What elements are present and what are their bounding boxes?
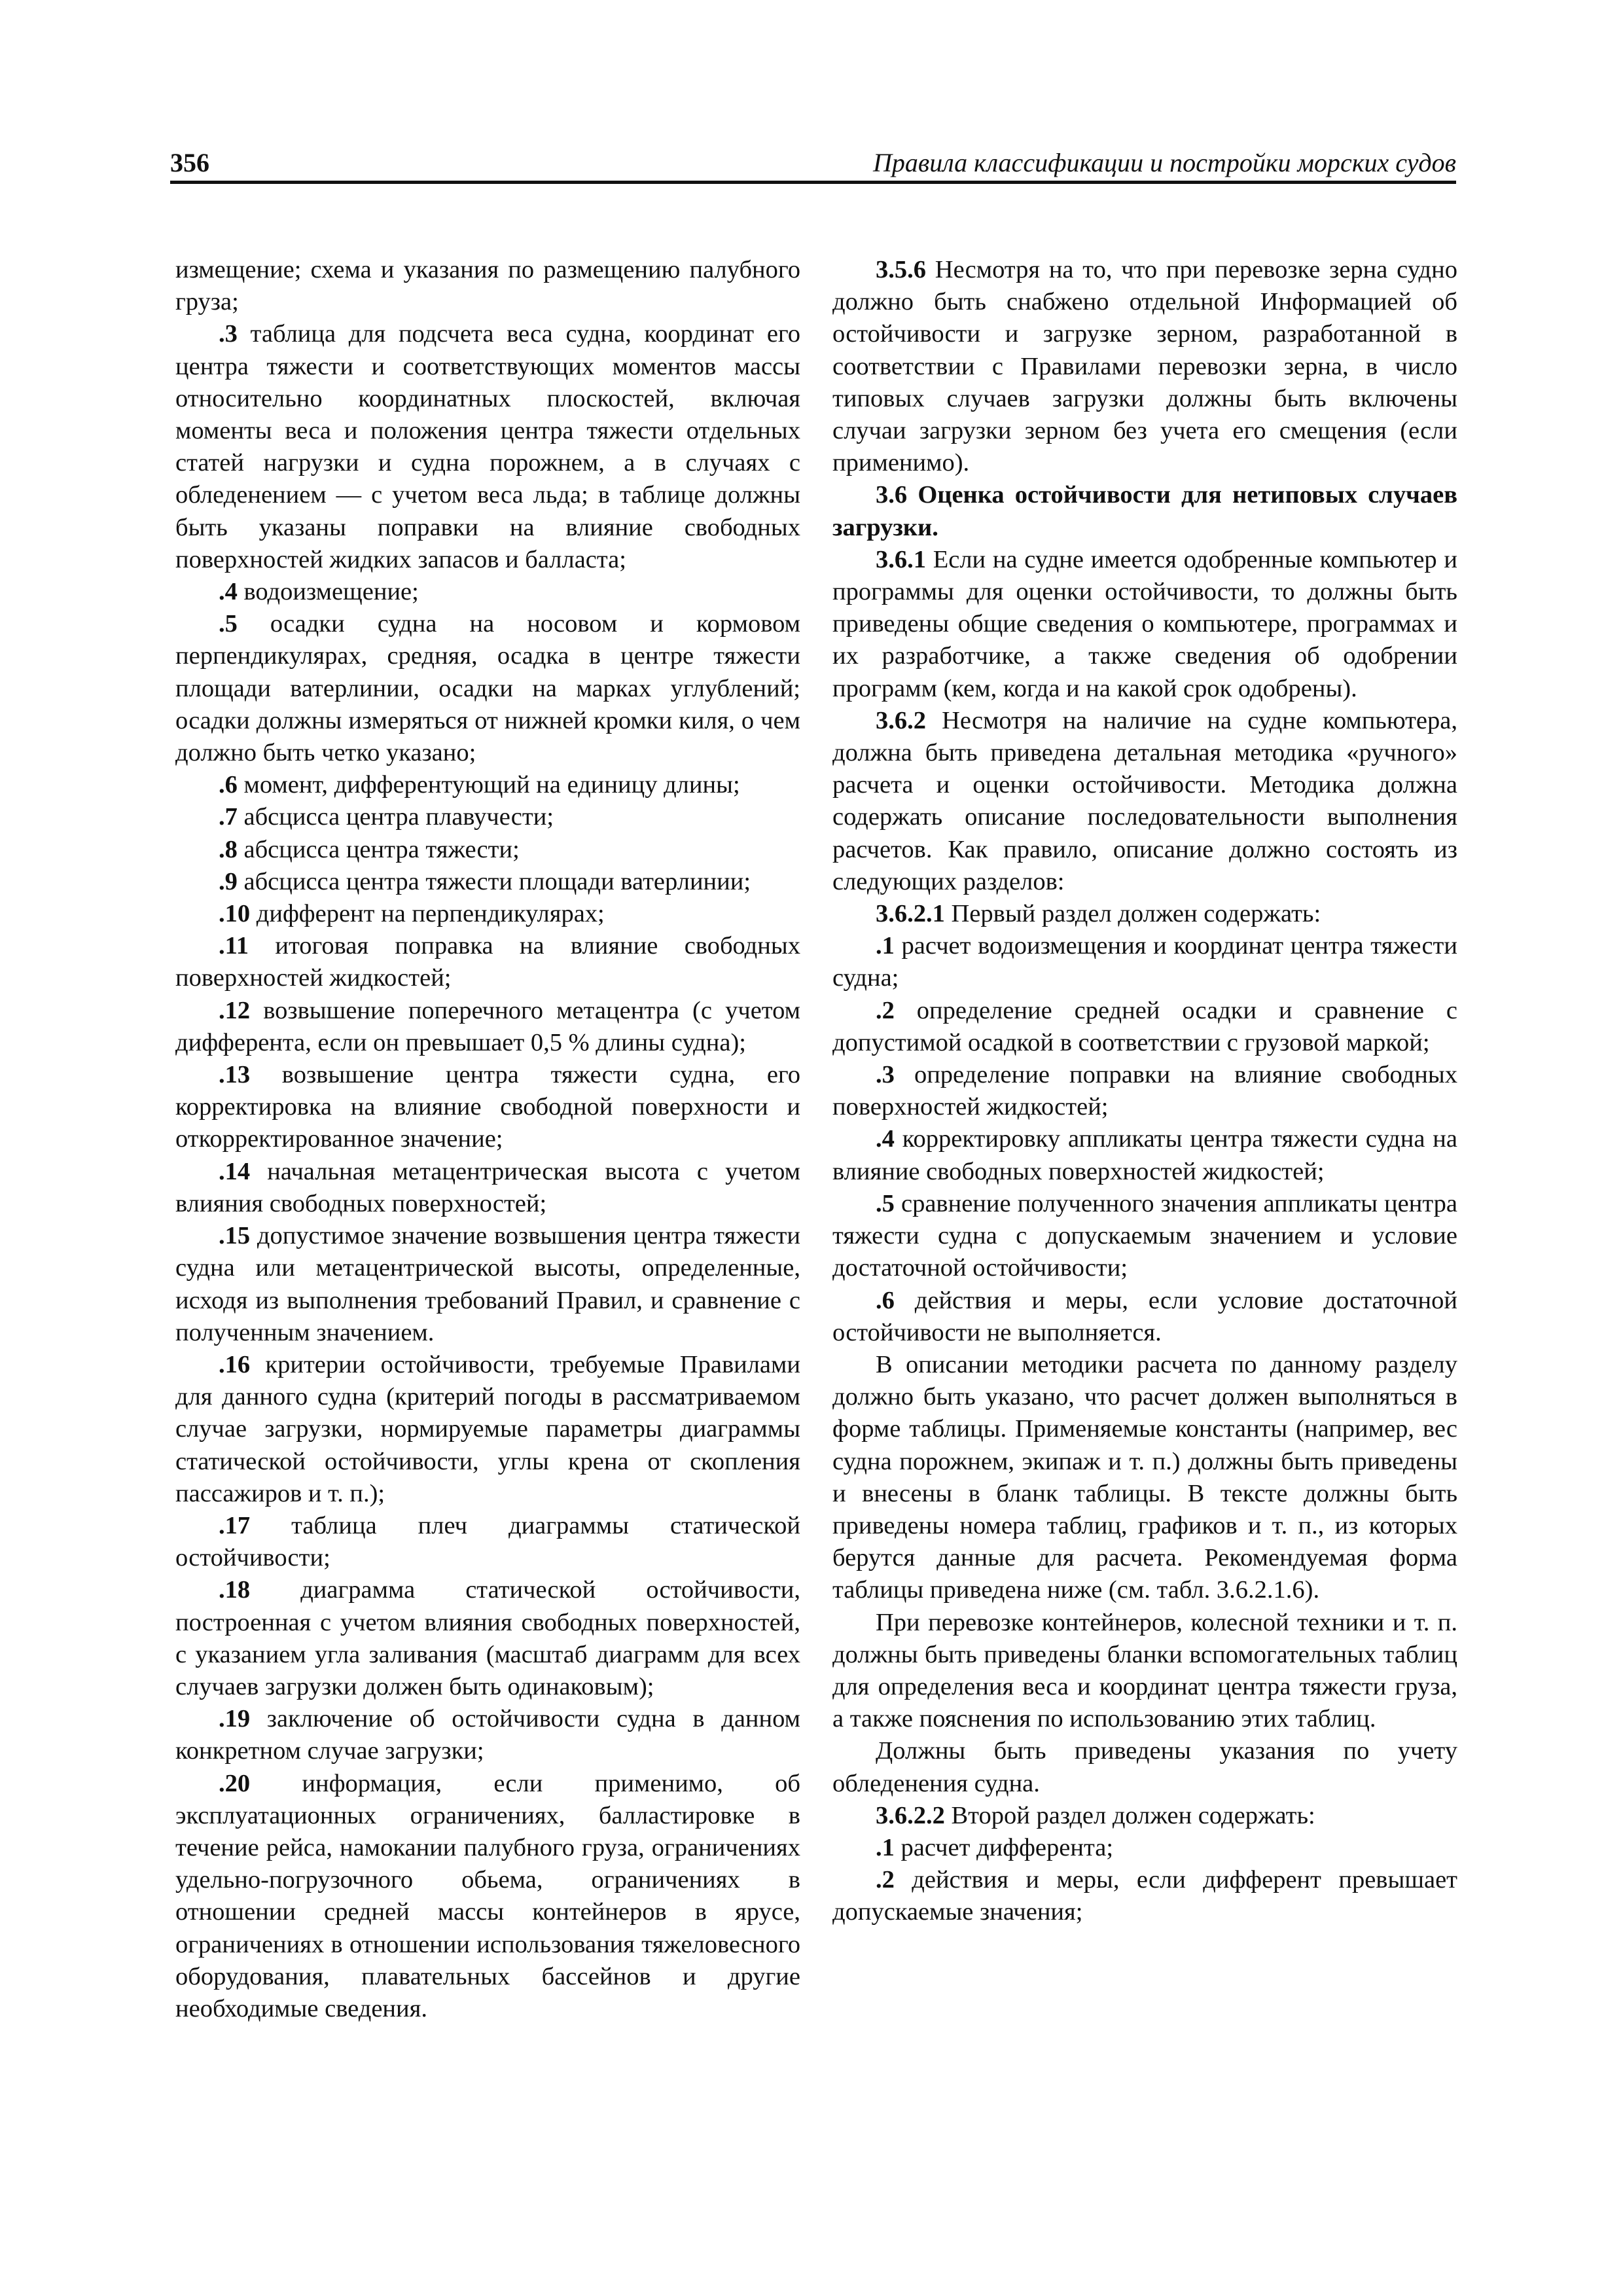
clause-number: .14 — [219, 1157, 251, 1185]
paragraph — [175, 1156, 800, 1220]
paragraph-text: Несмотря на то, что при перевозке зерна судно должно быть снабжено отдельной Информацией об остойчивости и загрузке зерном, разработанной в соответствии с Правилами перевозки зерна, в число типовых случаев загрузки должны быть включены случаи загрузки зерном без учета его смещения (если применимо). — [832, 256, 1457, 477]
clause-number: .1 — [876, 1833, 895, 1861]
paragraph — [175, 1510, 800, 1574]
paragraph — [832, 1832, 1457, 1864]
paragraph — [175, 1574, 800, 1703]
clause-number: .16 — [219, 1350, 251, 1378]
clause-number: .3 — [219, 320, 238, 348]
paragraph-text: заключение об остойчивости судна в данном конкретном случае загрузки; — [175, 1705, 800, 1765]
clause-number: .20 — [219, 1769, 251, 1797]
paragraph — [175, 930, 800, 994]
paragraph — [832, 254, 1457, 479]
paragraph — [175, 898, 800, 930]
clause-number: .13 — [219, 1061, 251, 1089]
clause-number: 3.6.2 — [876, 706, 926, 734]
right-column — [832, 254, 1457, 1929]
paragraph — [832, 898, 1457, 930]
paragraph — [175, 1059, 800, 1156]
left-column — [175, 254, 800, 2025]
paragraph-text: абсцисса центра тяжести площади ватерлинии; — [237, 867, 751, 895]
paragraph-text: осадки судна на носовом и кормовом перпендикулярах, средняя, осадка в центре тяжести площади ватерлинии, осадки на марках углублений; осадки должны измеряться от нижней кромки киля, о чем должно быть четко указано; — [175, 610, 800, 767]
clause-number: .2 — [876, 996, 895, 1024]
clause-number: 3.6.2.2 — [876, 1801, 945, 1829]
clause-number: .9 — [219, 867, 238, 895]
paragraph — [832, 995, 1457, 1059]
paragraph-text: дифферент на перпендикулярах; — [250, 900, 605, 928]
paragraph — [175, 769, 800, 801]
paragraph — [175, 866, 800, 898]
paragraph-text: абсцисса центра плавучести; — [237, 803, 554, 831]
paragraph — [175, 1349, 800, 1510]
paragraph — [175, 834, 800, 866]
paragraph — [832, 1059, 1457, 1123]
paragraph — [175, 1768, 800, 2026]
paragraph-text: итоговая поправка на влияние свободных поверхностей жидкостей; — [175, 932, 800, 992]
paragraph-text: критерии остойчивости, требуемые Правилами для данного судна (критерий погоды в рассматриваемом случае загрузки, нормируемые параметры диаграммы статической остойчивости, углы крена от скопления пассажиров и т. п.); — [175, 1350, 800, 1507]
paragraph — [175, 1220, 800, 1349]
paragraph — [832, 1123, 1457, 1187]
clause-number: .6 — [876, 1286, 895, 1314]
paragraph — [832, 1188, 1457, 1285]
paragraph-text: измещение; схема и указания по размещению палубного груза; — [175, 256, 800, 316]
page-header — [170, 145, 1456, 182]
paragraph-text: Если на судне имеется одобренные компьютер и программы для оценки остойчивости, то должны быть приведены общие сведения о компьютере, программах и их разработчике, а также сведения об одобрении программ (кем, когда и на какой срок одобрены). — [832, 545, 1457, 702]
paragraph — [832, 930, 1457, 994]
paragraph-text: расчет водоизмещения и координат центра тяжести судна; — [832, 932, 1457, 992]
paragraph-text: корректировку аппликаты центра тяжести судна на влияние свободных поверхностей жидкостей; — [832, 1125, 1457, 1185]
paragraph-text: Должны быть приведены указания по учету обледенения судна. — [832, 1737, 1457, 1797]
paragraph-text: диаграмма статической остойчивости, построенная с учетом влияния свободных поверхностей, с указанием угла заливания (масштаб диаграмм для всех случаев загрузки должен быть одинаковым); — [175, 1576, 800, 1700]
paragraph — [832, 544, 1457, 705]
paragraph — [832, 705, 1457, 898]
paragraph-text: В описании методики расчета по данному разделу должно быть указано, что расчет должен выполняться в форме таблицы. Применяемые константы (например, вес судна порожнем, экипаж и т. п.) должны быть приведены и внесены в бланк таблицы. В тексте должны быть приведены номера таблиц, графиков и т. п., из которых берутся данные для расчета. Рекомендуемая форма таблицы приведена ниже (см. табл. 3.6.2.1.6). — [832, 1350, 1457, 1604]
clause-number: .17 — [219, 1511, 251, 1539]
paragraph-text: момент, дифферентующий на единицу длины; — [237, 771, 740, 799]
clause-number: .4 — [219, 578, 238, 606]
clause-number: .1 — [876, 932, 895, 960]
clause-number: .19 — [219, 1705, 251, 1733]
clause-number: .6 — [219, 771, 238, 799]
clause-number: .5 — [219, 610, 238, 638]
clause-number: 3.6.1 — [876, 545, 926, 573]
paragraph — [175, 254, 800, 318]
paragraph — [175, 1703, 800, 1767]
paragraph-text: Первый раздел должен содержать: — [944, 900, 1321, 928]
paragraph — [832, 1800, 1457, 1832]
clause-number: .3 — [876, 1061, 895, 1089]
paragraph-text: возвышение центра тяжести судна, его корректировка на влияние свободной поверхности и откорректированное значение; — [175, 1061, 800, 1153]
paragraph — [832, 1607, 1457, 1736]
paragraph-text: таблица для подсчета веса судна, координат его центра тяжести и соответствующих моментов массы относительно координатных плоскостей, включая моменты веса и положения центра тяжести отдельных статей нагрузки и судна порожнем, а в случаях с обледенением — с учетом веса льда; в таблице должны быть указаны поправки на влияние свободных поверхностей жидких запасов и балласта; — [175, 320, 800, 573]
paragraph — [832, 1864, 1457, 1928]
clause-number: .7 — [219, 803, 238, 831]
paragraph-text: возвышение поперечного метацентра (с учетом дифферента, если он превышает 0,5 % длины судна); — [175, 996, 800, 1056]
paragraph-text: абсцисса центра тяжести; — [237, 835, 520, 863]
clause-number: 3.6 — [876, 481, 908, 509]
paragraph-text: действия и меры, если дифферент превышает допускаемые значения; — [832, 1866, 1457, 1926]
clause-number: 3.6.2.1 — [876, 900, 945, 928]
header-rule — [170, 181, 1456, 184]
paragraph-text: начальная метацентрическая высота с учетом влияния свободных поверхностей; — [175, 1157, 800, 1217]
clause-number: .18 — [219, 1576, 251, 1604]
paragraph-text: действия и меры, если условие достаточной остойчивости не выполняется. — [832, 1286, 1457, 1346]
paragraph — [175, 995, 800, 1059]
paragraph-text: определение поправки на влияние свободных поверхностей жидкостей; — [832, 1061, 1457, 1121]
paragraph — [832, 1349, 1457, 1607]
paragraph — [175, 801, 800, 833]
running-title: Правила классификации и постройки морских судов — [872, 148, 1456, 177]
paragraph-text: сравнение полученного значения аппликаты центра тяжести судна с допускаемым значением и условие достаточной остойчивости; — [832, 1189, 1457, 1282]
paragraph — [832, 479, 1457, 543]
section-title: Оценка остойчивости для нетиповых случаев загрузки. — [832, 481, 1457, 541]
paragraph-text: Второй раздел должен содержать: — [944, 1801, 1315, 1829]
paragraph-text: определение средней осадки и сравнение с допустимой осадкой в соответствии с грузовой маркой; — [832, 996, 1457, 1056]
clause-number: .11 — [219, 932, 249, 960]
paragraph — [832, 1285, 1457, 1349]
clause-number: .2 — [876, 1866, 895, 1894]
paragraph-text: водоизмещение; — [237, 578, 419, 606]
paragraph — [175, 318, 800, 576]
paragraph-text: допустимое значение возвышения центра тяжести судна или метацентрической высоты, определенные, исходя из выполнения требований Правил, и сравнение с полученным значением. — [175, 1222, 800, 1346]
clause-number: 3.5.6 — [876, 256, 926, 283]
paragraph-text: таблица плеч диаграммы статической остойчивости; — [175, 1511, 800, 1572]
clause-number: .12 — [219, 996, 251, 1024]
clause-number: .5 — [876, 1189, 895, 1217]
paragraph-text: расчет дифферента; — [894, 1833, 1114, 1861]
paragraph-text: При перевозке контейнеров, колесной техники и т. п. должны быть приведены бланки вспомогательных таблиц для определения веса и координат центра тяжести груза, а также пояснения по использованию этих таблиц. — [832, 1608, 1457, 1733]
clause-number: .4 — [876, 1125, 895, 1153]
paragraph-text: Несмотря на наличие на судне компьютера, должна быть приведена детальная методика «ручного» расчета и оценки остойчивости. Методика должна содержать описание последовательности выполнения расчетов. Как правило, описание должно состоять из следующих разделов: — [832, 706, 1457, 895]
paragraph-text: информация, если применимо, об эксплуатационных ограничениях, балластировке в течение рейса, намокании палубного груза, ограничениях удельно-погрузочного обьема, ограничениях в отношении средней массы контейнеров в ярусе, ограничениях в отношении использования тяжеловесного оборудования, плавательных бассейнов и другие необходимые сведения. — [175, 1769, 800, 2022]
clause-number: .8 — [219, 835, 238, 863]
clause-number: .15 — [219, 1222, 251, 1250]
paragraph — [175, 608, 800, 769]
paragraph — [832, 1735, 1457, 1799]
paragraph — [175, 576, 800, 608]
clause-number: .10 — [219, 900, 251, 928]
page-number: 356 — [170, 148, 209, 177]
